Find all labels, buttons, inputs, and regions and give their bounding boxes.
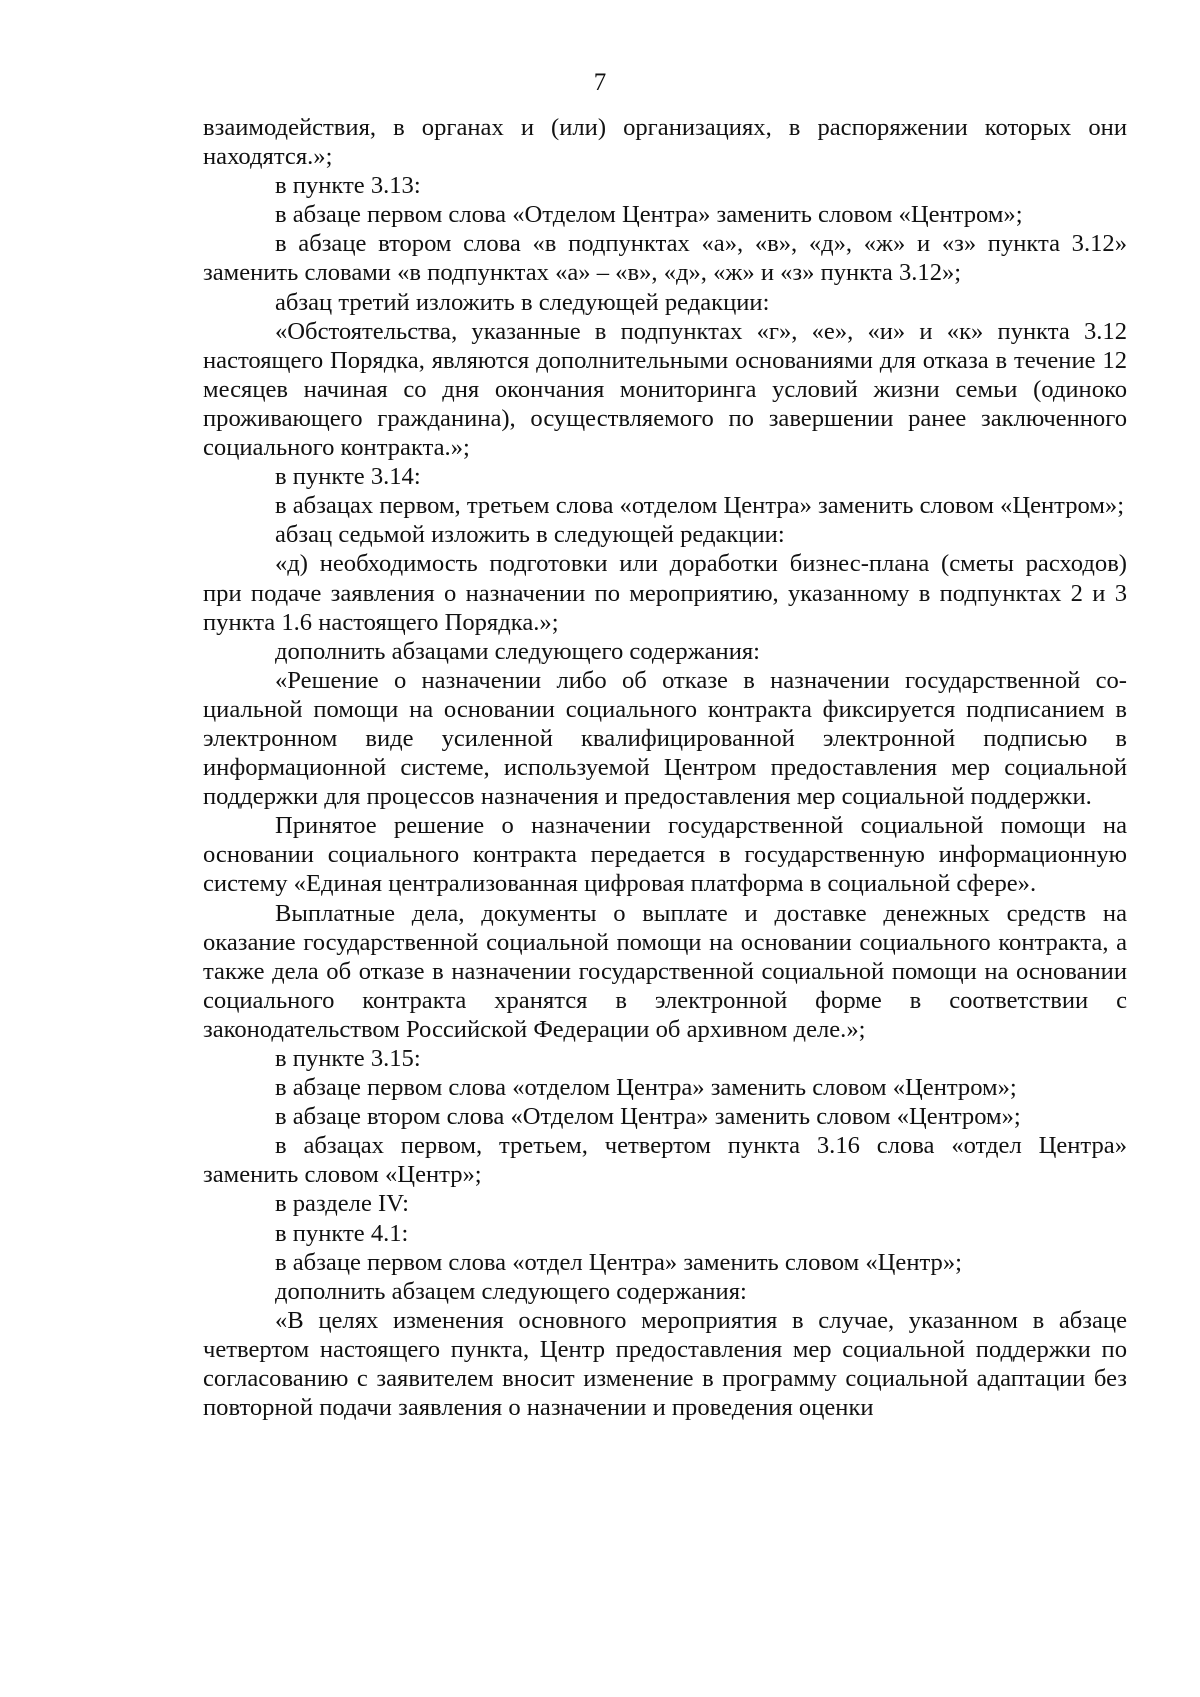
paragraph: в абзаце первом слова «отделом Центра» заменить словом «Центром»;	[275, 1074, 1017, 1102]
paragraph: «Обстоятельства, указанные в подпунктах «г», «е», «и» и «к» пункта 3.12 настоящего Порядка, являются дополнительными основаниями для отказа в течение 12 месяцев начиная со дня окончания мониторинга условий жизни семьи (одиноко проживающего гражданина), осуществляемого по завершении ранее заключенного социального контракта.»;	[203, 317, 1127, 462]
paragraph: в абзацах первом, третьем слова «отделом Центра» заменить словом «Центром»;	[275, 492, 1125, 520]
page-number: 7	[593, 69, 607, 96]
document-body	[203, 113, 1127, 1422]
paragraph: абзац третий изложить в следующей редакции:	[275, 288, 770, 316]
paragraph: в пункте 3.13:	[275, 172, 421, 200]
paragraph: в абзацах первом, третьем, четвертом пункта 3.16 слова «отдел Центра» заменить словом «Центр»;	[203, 1132, 1127, 1189]
paragraph: «д) необходимость подготовки или доработки бизнес-плана (сметы расходов) при подаче заявления о назначении по мероприятию, указанному в подпунктах 2 и 3 пункта 1.6 настоящего Порядка.»;	[203, 550, 1127, 636]
paragraph: «В целях изменения основного мероприятия в случае, указанном в абзаце четвертом настоящего пункта, Центр предоставления мер социальной поддержки по согласованию с заявителем вносит изменение в программу социальной адаптации без повторной подачи заявления о назначении и проведения оценки	[203, 1306, 1127, 1422]
paragraph: в абзаце первом слова «отдел Центра» заменить словом «Центр»;	[275, 1248, 962, 1276]
paragraph: дополнить абзацем следующего содержания:	[275, 1277, 747, 1305]
paragraph: абзац седьмой изложить в следующей редакции:	[275, 521, 785, 549]
paragraph: в пункте 3.14:	[275, 463, 421, 491]
paragraph: в пункте 4.1:	[275, 1219, 409, 1247]
paragraph: в абзаце первом слова «Отделом Центра» заменить словом «Центром»;	[275, 201, 1023, 229]
paragraph: в абзаце втором слова «Отделом Центра» заменить словом «Центром»;	[275, 1103, 1021, 1131]
paragraph: дополнить абзацами следующего содержания:	[275, 637, 761, 665]
paragraph: «Решение о назначении либо об отказе в назначении государственной социальной помощи на основании социального контракта фиксируется подписанием в электронном виде усиленной квалифицированной электронной подписью в информационной системе, используемой Центром предоставления мер социальной поддержки для процессов назначения и предоставления мер социальной поддержки.	[203, 666, 1127, 811]
paragraph: в разделе IV:	[275, 1190, 409, 1218]
paragraph: взаимодействия, в органах и (или) организациях, в распоряжении которых они находятся.»;	[203, 114, 1127, 171]
paragraph: в абзаце втором слова «в подпунктах «а», «в», «д», «ж» и «з» пункта 3.12» заменить словами «в подпунктах «а» – «в», «д», «ж» и «з» пункта 3.12»;	[203, 230, 1127, 287]
paragraph: Принятое решение о назначении государственной социальной помощи на основании социального контракта передается в государственную информационную систему «Единая централизованная цифровая платформа в социальной сфере».	[203, 812, 1127, 898]
paragraph: Выплатные дела, документы о выплате и доставке денежных средств на оказание государственной социальной помощи на основании социального контракта, а также дела об отказе в назначении государственной социальной помощи на основании социального контракта хранятся в электронной форме в соответствии с законодательством Российской Федерации об архивном деле.»;	[203, 899, 1127, 1043]
paragraph: в пункте 3.15:	[275, 1045, 421, 1072]
